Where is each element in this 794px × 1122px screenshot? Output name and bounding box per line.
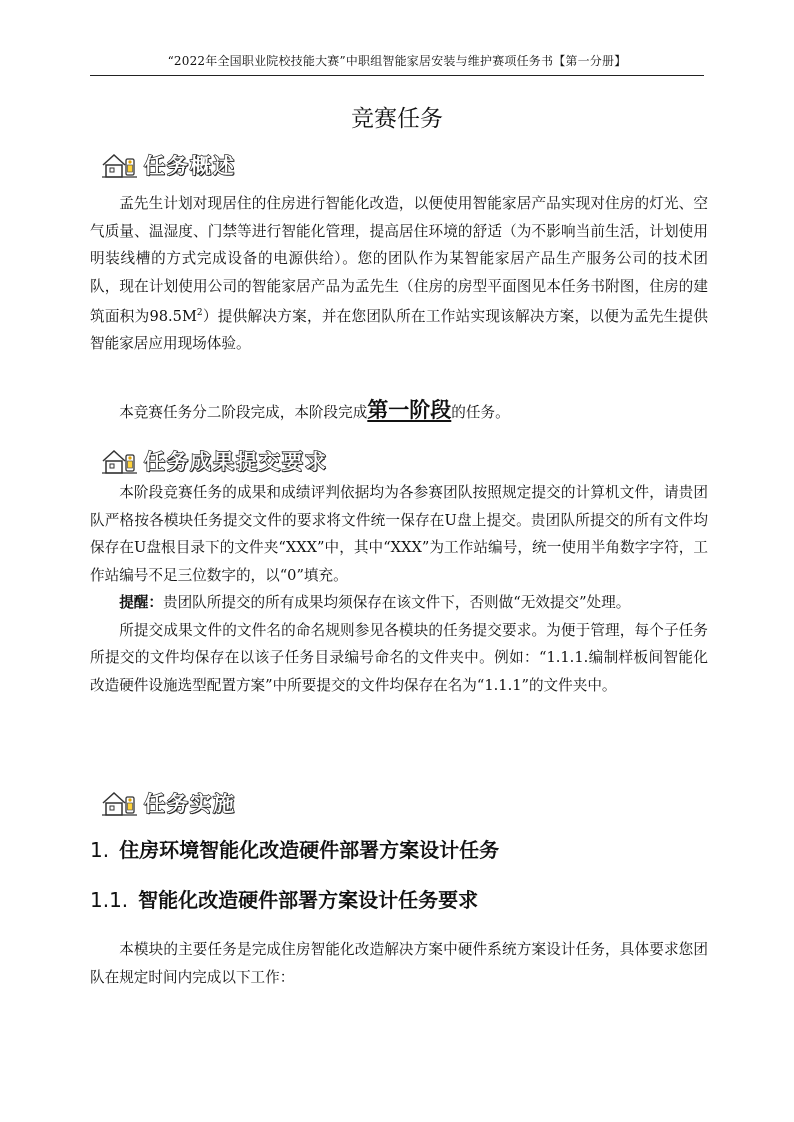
section-title-implementation: 任务实施	[144, 792, 236, 816]
section-results	[100, 444, 328, 478]
section-overview	[100, 148, 236, 182]
heading-1-1-number: 1.1.	[90, 888, 129, 912]
smart-home-icon	[100, 447, 140, 475]
heading-1-1	[90, 884, 478, 913]
overview-text-a: 孟先生计划对现居住的住房进行智能化改造，以便使用智能家居产品实现对住房的灯光、空气质量、温湿度、门禁等进行智能化管理，提高居住环境的舒适（为不影响当前生活，计划使用明装线槽的方式完成设备的电源供给）。您的团队作为某智能家居产品生产服务公司的技术团队，现在计划使用公司的智能家居产品为孟先生（住房的房型平面图见本任务书附图，住房的建筑面积为98.5M	[90, 195, 708, 325]
heading-1-text: 住房环境智能化改造硬件部署方案设计任务	[119, 838, 500, 862]
module-paragraph: 本模块的主要任务是完成住房智能化改造解决方案中硬件系统方案设计任务，具体要求您团队在规定时间内完成以下工作：	[90, 941, 708, 986]
section-title-overview: 任务概述	[144, 154, 236, 178]
stage-text-b: 的任务。	[451, 404, 510, 421]
module-body	[90, 936, 708, 991]
smart-home-icon	[100, 789, 140, 817]
note-label: 提醒：	[119, 594, 163, 611]
naming-paragraph: 所提交成果文件的文件名的命名规则参见各模块的任务提交要求。为便于管理，每个子任务所提交的文件均保存在以该子任务目录编号命名的文件夹中。例如：“1.1.1.编制样板间智能化改造硬件设施选型配置方案”中所要提交的文件均保存在名为“1.1.1”的文件夹中。	[90, 621, 708, 694]
smart-home-icon	[100, 151, 140, 179]
section-implementation	[100, 786, 236, 820]
page-title: 竞赛任务	[351, 106, 443, 132]
heading-1	[90, 834, 499, 863]
overview-stage	[90, 397, 708, 427]
note-text: 贵团队所提交的所有成果均须保存在该文件下，否则做“无效提交”处理。	[162, 594, 631, 611]
superscript: 2	[196, 308, 203, 318]
stage-emphasis: 第一阶段	[367, 398, 452, 422]
section-title-results: 任务成果提交要求	[144, 450, 328, 474]
stage-text-a: 本竞赛任务分二阶段完成，本阶段完成	[119, 404, 368, 421]
results-paragraph: 本阶段竞赛任务的成果和成绩评判依据均为各参赛团队按照规定提交的计算机文件，请贵团队严格按各模块任务提交文件的要求将文件统一保存在U盘上提交。贵团队所提交的所有文件均保存在U盘根目录下的文件夹“XXX”中，其中“XXX”为工作站编号，统一使用半角数字字符，工作站编号不足三位数字的，以“0”填充。	[90, 484, 708, 584]
heading-1-1-text: 智能化改造硬件部署方案设计任务要求	[138, 888, 479, 912]
heading-1-number: 1.	[90, 838, 110, 862]
page-header: “2022年全国职业院校技能大赛”中职组智能家居安装与维护赛项任务书【第一分册】	[90, 52, 704, 76]
results-body	[90, 479, 708, 699]
overview-text-b: ）提供解决方案，并在您团队所在工作站实现该解决方案，以便为孟先生提供智能家居应用现场体验。	[90, 307, 709, 353]
overview-body	[90, 190, 708, 358]
